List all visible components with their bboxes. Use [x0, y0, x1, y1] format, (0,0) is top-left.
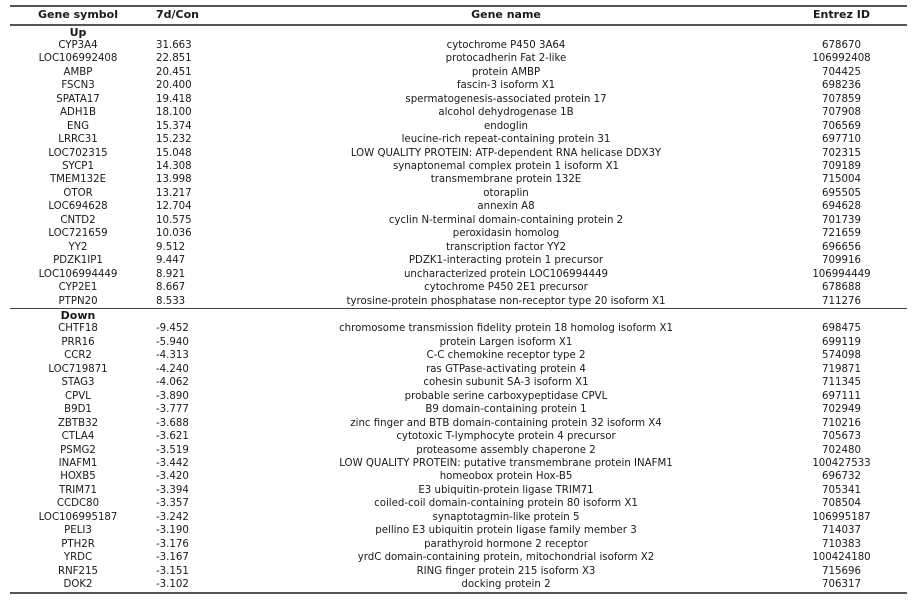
fold-change-cell: -3.420	[156, 471, 189, 483]
table-row	[10, 187, 907, 200]
gene-name-cell: LOW QUALITY PROTEIN: ATP-dependent RNA helicase DDX3Y	[350, 147, 662, 159]
entrez-id-cell: 707859	[822, 93, 861, 105]
gene-symbol-cell: HOXB5	[60, 471, 96, 483]
table-row	[10, 538, 907, 551]
gene-symbol-cell: FSCN3	[61, 80, 95, 92]
table-row	[10, 200, 907, 213]
table-row	[10, 173, 907, 186]
fold-change-cell: -3.777	[156, 404, 189, 416]
entrez-id-cell: 698236	[822, 80, 861, 92]
header-row	[10, 6, 907, 25]
empty-cell	[776, 309, 907, 323]
table-row	[10, 363, 907, 376]
fold-change-cell: -3.357	[156, 498, 189, 510]
table-row	[10, 511, 907, 524]
fold-change-cell: 13.998	[156, 174, 192, 186]
gene-symbol-cell: CPVL	[65, 390, 91, 402]
entrez-id-cell: 714037	[822, 525, 861, 537]
fold-change-cell: -3.519	[156, 444, 189, 456]
gene-name-cell: ras GTPase-activating protein 4	[426, 363, 586, 375]
gene-symbol-cell: PRR16	[61, 336, 95, 348]
gene-symbol-cell: SPATA17	[56, 93, 100, 105]
fold-change-cell: 22.851	[156, 53, 192, 65]
table-row	[10, 295, 907, 309]
header-gene-symbol: Gene symbol	[10, 6, 146, 25]
gene-symbol-cell: RNF215	[57, 565, 98, 577]
fold-change-cell: -4.240	[156, 363, 189, 375]
fold-change-cell: -3.242	[156, 511, 189, 523]
fold-change-cell: 9.447	[156, 255, 186, 267]
gene-name-cell: coiled-coil domain-containing protein 80 isoform X1	[374, 498, 638, 510]
gene-symbol-cell: AMBP	[63, 66, 93, 78]
gene-symbol-cell: SYCP1	[62, 161, 94, 173]
entrez-id-cell: 708504	[822, 498, 861, 510]
fold-change-cell: -3.394	[156, 484, 189, 496]
entrez-id-cell: 715004	[822, 174, 861, 186]
gene-name-cell: leucine-rich repeat-containing protein 31	[401, 134, 611, 146]
entrez-id-cell: 100427533	[812, 458, 871, 469]
gene-name-cell: pellino E3 ubiquitin protein ligase family member 3	[375, 525, 637, 537]
gene-name-cell: transmembrane protein 132E	[430, 174, 582, 186]
gene-name-cell: cytotoxic T-lymphocyte protein 4 precursor	[396, 431, 616, 443]
gene-name-cell: cytochrome P450 2E1 precursor	[424, 282, 588, 294]
gene-symbol-cell: TMEM132E	[49, 174, 107, 186]
table-row	[10, 578, 907, 592]
entrez-id-cell: 697710	[822, 134, 861, 146]
table-row	[10, 390, 907, 403]
entrez-id-cell: 705673	[822, 431, 861, 443]
gene-symbol-cell: OTOR	[63, 187, 93, 199]
table-row	[10, 565, 907, 578]
table-row	[10, 52, 907, 65]
table-row	[10, 93, 907, 106]
table-row	[10, 66, 907, 79]
table-row	[10, 497, 907, 510]
gene-name-cell: synaptonemal complex protein 1 isoform X1	[392, 161, 620, 173]
gene-table-container	[10, 5, 907, 594]
fold-change-cell: 12.704	[156, 201, 192, 213]
fold-change-cell: 10.575	[156, 214, 192, 226]
entrez-id-cell: 106994449	[812, 268, 871, 280]
fold-change-cell: -3.190	[156, 525, 189, 537]
gene-symbol-cell: CNTD2	[60, 214, 96, 226]
gene-name-cell: PDZK1-interacting protein 1 precursor	[408, 255, 604, 267]
fold-change-cell: -3.176	[156, 538, 189, 550]
table-header	[10, 6, 907, 25]
gene-symbol-cell: LOC719871	[48, 363, 108, 375]
fold-change-cell: 31.663	[156, 39, 192, 51]
gene-symbol-cell: B9D1	[64, 404, 92, 416]
fold-change-cell: -4.062	[156, 377, 189, 389]
entrez-id-cell: 711345	[822, 377, 861, 389]
gene-symbol-cell: PTH2R	[61, 538, 95, 550]
gene-name-cell: E3 ubiquitin-protein ligase TRIM71	[418, 484, 594, 496]
fold-change-cell: 9.512	[156, 241, 186, 253]
gene-symbol-cell: YRDC	[63, 552, 93, 564]
entrez-id-cell: 709189	[822, 161, 861, 173]
table-row	[10, 227, 907, 240]
gene-name-cell: spermatogenesis-associated protein 17	[405, 93, 607, 105]
fold-change-cell: 10.036	[156, 228, 192, 240]
gene-symbol-cell: LOC694628	[48, 201, 108, 213]
table-row	[10, 79, 907, 92]
gene-name-cell: tyrosine-protein phosphatase non-receptor type 20 isoform X1	[236, 295, 776, 309]
table-row	[10, 444, 907, 457]
gene-name-cell: probable serine carboxypeptidase CPVL	[404, 390, 608, 402]
entrez-id-cell: 698475	[822, 323, 861, 335]
gene-symbol-cell: ADH1B	[60, 107, 96, 119]
gene-symbol-cell: LOC106992408	[38, 53, 118, 65]
fold-change-cell: 8.533	[146, 295, 236, 309]
gene-symbol-cell: LOC106994449	[38, 268, 118, 280]
gene-name-cell: cohesin subunit SA-3 isoform X1	[423, 377, 589, 389]
gene-symbol-cell: PSMG2	[60, 444, 96, 456]
entrez-id-cell: 106995187	[812, 511, 871, 523]
entrez-id-cell: 709916	[822, 255, 861, 267]
gene-symbol-cell: LOC106995187	[38, 511, 118, 523]
gene-name-cell: docking protein 2	[236, 578, 776, 592]
table-row	[10, 349, 907, 362]
header-gene-name: Gene name	[236, 6, 776, 25]
gene-symbol-cell: PELI3	[64, 525, 92, 537]
entrez-id-cell: 710383	[822, 538, 861, 550]
header-entrez-id: Entrez ID	[776, 6, 907, 25]
gene-name-cell: B9 domain-containing protein 1	[425, 404, 587, 416]
gene-symbol-cell: CTLA4	[61, 431, 95, 443]
table-row	[10, 376, 907, 389]
fold-change-cell: 8.921	[156, 268, 186, 280]
table-row	[10, 39, 907, 52]
fold-change-cell: 15.048	[156, 147, 192, 159]
empty-cell	[236, 25, 776, 39]
entrez-id-cell: 574098	[822, 350, 861, 362]
table-row	[10, 322, 907, 335]
fold-change-cell: 19.418	[156, 93, 192, 105]
table-row	[10, 241, 907, 254]
fold-change-cell: -4.313	[156, 350, 189, 362]
entrez-id-cell: 695505	[822, 187, 861, 199]
gene-name-cell: endoglin	[483, 120, 528, 132]
table-row	[10, 268, 907, 281]
entrez-id-cell: 707908	[822, 107, 861, 119]
table-body	[10, 25, 907, 593]
table-row	[10, 430, 907, 443]
gene-name-cell: C-C chemokine receptor type 2	[426, 350, 586, 362]
fold-change-cell: 15.232	[156, 134, 192, 146]
gene-name-cell: cyclin N-terminal domain-containing protein 2	[388, 214, 624, 226]
fold-change-cell: 13.217	[156, 187, 192, 199]
gene-symbol-cell: LOC721659	[48, 228, 108, 240]
empty-cell	[146, 309, 236, 323]
entrez-id-cell: 696656	[822, 241, 861, 253]
table-row	[10, 214, 907, 227]
gene-name-cell: synaptotagmin-like protein 5	[432, 511, 580, 523]
gene-symbol-cell: CYP3A4	[58, 39, 98, 51]
entrez-id-cell: 705341	[822, 484, 861, 496]
gene-symbol-cell: CCDC80	[56, 498, 100, 510]
gene-name-cell: fascin-3 isoform X1	[456, 80, 556, 92]
entrez-id-cell: 100424180	[812, 552, 871, 564]
table-row	[10, 484, 907, 497]
entrez-id-cell: 706569	[822, 120, 861, 132]
entrez-id-cell: 678670	[822, 39, 861, 51]
entrez-id-cell: 696732	[822, 471, 861, 483]
entrez-id-cell: 715696	[822, 565, 861, 577]
section-row-up	[10, 25, 907, 39]
entrez-id-cell: 701739	[822, 214, 861, 226]
table-row	[10, 120, 907, 133]
entrez-id-cell: 711276	[776, 295, 907, 309]
fold-change-cell: 8.667	[156, 282, 186, 294]
gene-name-cell: zinc finger and BTB domain-containing protein 32 isoform X4	[350, 417, 662, 429]
gene-name-cell: protocadherin Fat 2-like	[445, 53, 567, 65]
gene-symbol-cell: INAFM1	[58, 458, 98, 469]
fold-change-cell: -5.940	[156, 336, 189, 348]
gene-symbol-cell: LRRC31	[58, 134, 98, 146]
empty-cell	[776, 25, 907, 39]
entrez-id-cell: 710216	[822, 417, 861, 429]
gene-name-cell: cytochrome P450 3A64	[446, 39, 566, 51]
table-row	[10, 470, 907, 483]
fold-change-cell: -3.688	[156, 417, 189, 429]
gene-symbol-cell: STAG3	[61, 377, 95, 389]
gene-name-cell: parathyroid hormone 2 receptor	[424, 538, 588, 550]
gene-symbol-cell: ZBTB32	[57, 417, 99, 429]
section-label: Down	[60, 309, 96, 323]
fold-change-cell: 20.451	[156, 66, 192, 78]
fold-change-cell: -3.890	[156, 390, 189, 402]
gene-name-cell: chromosome transmission fidelity protein 18 homolog isoform X1	[339, 323, 673, 335]
gene-name-cell: peroxidasin homolog	[452, 228, 560, 240]
gene-symbol-cell: CYP2E1	[58, 282, 98, 294]
fold-change-cell: -3.621	[156, 431, 189, 443]
entrez-id-cell: 106992408	[812, 53, 871, 65]
fold-change-cell: 15.374	[156, 120, 192, 132]
section-row-down	[10, 309, 907, 323]
entrez-id-cell: 702480	[822, 444, 861, 456]
table-row	[10, 147, 907, 160]
table-row	[10, 133, 907, 146]
gene-symbol-cell: ENG	[67, 120, 89, 132]
gene-name-cell: otoraplin	[483, 187, 529, 199]
gene-name-cell: RING finger protein 215 isoform X3	[416, 565, 596, 577]
table-row	[10, 336, 907, 349]
table-row	[10, 254, 907, 267]
entrez-id-cell: 704425	[822, 66, 861, 78]
table-row	[10, 524, 907, 537]
gene-name-cell: LOW QUALITY PROTEIN: putative transmembrane protein INAFM1	[339, 458, 673, 469]
entrez-id-cell: 719871	[822, 363, 861, 375]
table-row	[10, 551, 907, 564]
table-row	[10, 417, 907, 430]
fold-change-cell: -3.442	[156, 458, 189, 469]
table-row	[10, 457, 907, 470]
gene-name-cell: annexin A8	[477, 201, 535, 213]
gene-symbol-cell: PTPN20	[10, 295, 146, 309]
section-label: Up	[69, 25, 87, 39]
gene-symbol-cell: CHTF18	[58, 323, 98, 335]
fold-change-cell: -3.167	[156, 552, 189, 564]
entrez-id-cell: 678688	[822, 282, 861, 294]
fold-change-cell: 18.100	[156, 107, 192, 119]
gene-symbol-cell: LOC702315	[48, 147, 108, 159]
fold-change-cell: 14.308	[156, 161, 192, 173]
differential-expression-table	[10, 5, 907, 594]
entrez-id-cell: 706317	[776, 578, 907, 592]
gene-symbol-cell: DOK2	[10, 578, 146, 592]
entrez-id-cell: 702315	[822, 147, 861, 159]
header-fold-change: 7d/Con	[146, 6, 236, 25]
entrez-id-cell: 697111	[822, 390, 861, 402]
gene-name-cell: homeobox protein Hox-B5	[439, 471, 573, 483]
table-row	[10, 403, 907, 416]
gene-symbol-cell: PDZK1IP1	[53, 255, 103, 267]
gene-name-cell: alcohol dehydrogenase 1B	[438, 107, 574, 119]
fold-change-cell: 20.400	[156, 80, 192, 92]
empty-cell	[236, 309, 776, 323]
entrez-id-cell: 721659	[822, 228, 861, 240]
fold-change-cell: -3.151	[156, 565, 189, 577]
entrez-id-cell: 702949	[822, 404, 861, 416]
gene-name-cell: transcription factor YY2	[445, 241, 567, 253]
gene-name-cell: uncharacterized protein LOC106994449	[403, 268, 609, 280]
gene-name-cell: protein AMBP	[471, 66, 541, 78]
table-row	[10, 160, 907, 173]
gene-symbol-cell: YY2	[68, 241, 88, 253]
gene-name-cell: protein Largen isoform X1	[439, 336, 573, 348]
entrez-id-cell: 694628	[822, 201, 861, 213]
entrez-id-cell: 699119	[822, 336, 861, 348]
table-row	[10, 281, 907, 294]
table-row	[10, 106, 907, 119]
gene-symbol-cell: CCR2	[64, 350, 92, 362]
gene-name-cell: yrdC domain-containing protein, mitochondrial isoform X2	[357, 552, 655, 564]
fold-change-cell: -3.102	[146, 578, 236, 592]
gene-name-cell: proteasome assembly chaperone 2	[416, 444, 596, 456]
gene-symbol-cell: TRIM71	[58, 484, 98, 496]
fold-change-cell: -9.452	[156, 323, 189, 335]
empty-cell	[146, 25, 236, 39]
